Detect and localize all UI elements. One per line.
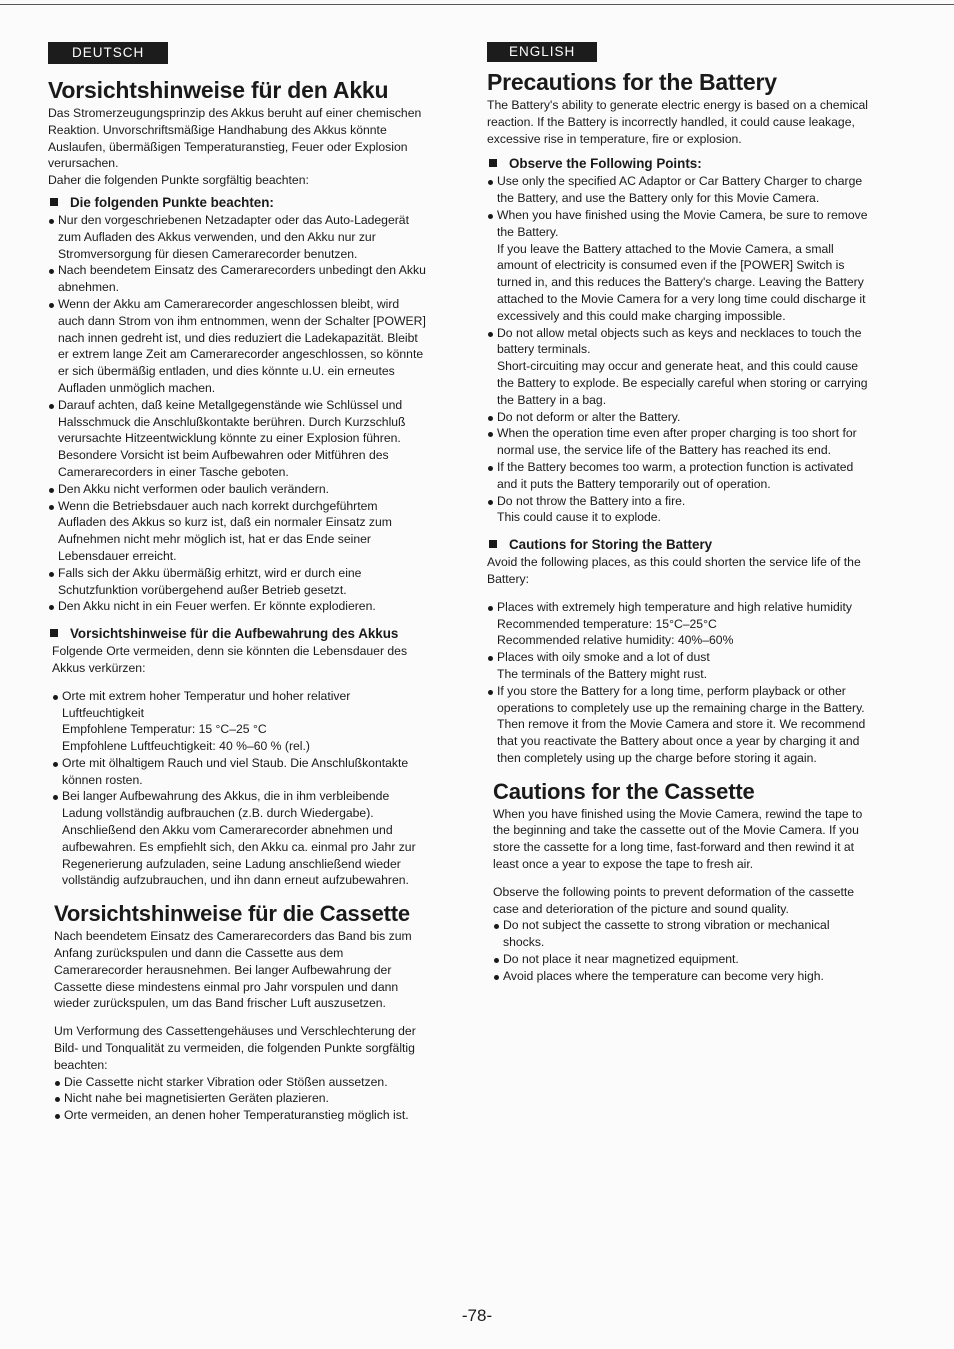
list-item: Do not deform or alter the Battery. [487,409,869,426]
list-item-detail: If you leave the Battery attached to the Movie Camera, a small amount of electricity is consumed even if the [POWER] Switch is turned in, and this reduces the Battery's charge. Leaving the Battery attached to the Movie Camera for a very long time could discharge it excessively and this could make charging impossible. [497,241,866,323]
list-item: Falls sich der Akku übermäßig erhitzt, wird er durch eine Schutzfunktion vorübergehend außer Betrieb gesetzt. [48,565,428,599]
recommended-temperature-de: Empfohlene Temperatur: 15 °C–25 °C [62,722,267,737]
list-item: Die Cassette nicht starker Vibration oder Stößen aussetzen. [54,1074,428,1091]
list-item: Nur den vorgeschriebenen Netzadapter oder das Auto-Ladegerät zum Aufladen des Akkus verwenden, und den Akku nur zur Stromversorgung für diesen Camerarecorder benutzen. [48,212,428,262]
language-tag-english: ENGLISH [487,42,597,62]
square-bullet-icon [50,629,58,637]
battery-intro-de: Das Stromerzeugungsprinzip des Akkus beruht auf einer chemischen Reaktion. Unvorschriftsmäßige Handhabung des Akkus könnte Auslaufen, übermäßigen Temperaturanstieg, Feuer oder Explosion verursachen. [48,106,422,171]
list-item: Places with extremely high temperature and high relative humidity [487,599,869,616]
list-item: When the operation time even after proper charging is too short for normal use, the service life of the Battery has reached its end. [487,425,869,459]
storage-intro-de: Folgende Orte vermeiden, denn sie könnten die Lebensdauer des Akkus verkürzen: [52,644,408,675]
storage-points-de [48,688,428,890]
list-item: Den Akku nicht in ein Feuer werfen. Er könnte explodieren. [48,598,428,615]
points-heading-de: Die folgenden Punkte beachten: [48,194,428,211]
points-heading-en: Observe the Following Points: [487,155,869,172]
cassette-p1-de: Nach beendetem Einsatz des Camerarecorders das Band bis zum Anfang zurückspulen und dann die Cassette aus dem Camerarecorder herausnehmen. Bei langer Aufbewahrung der Cassette diese mindestens einmal pro Jahr vorspulen und dann wieder zurückspulen, um das Band frischer Luft auszusetzen. [54,929,412,1011]
list-item: Nicht nahe bei magnetisierten Geräten plazieren. [54,1090,428,1107]
cassette-title-de: Vorsichtshinweise für die Cassette [54,901,410,927]
list-item: Avoid places where the temperature can become very high. [493,968,869,985]
list-item: Do not place it near magnetized equipment. [493,951,869,968]
list-item: If the Battery becomes too warm, a protection function is activated and it puts the Battery temporarily out of operation. [487,459,869,493]
cassette-points-de [48,1074,428,1124]
rust-note-en: The terminals of the Battery might rust. [497,666,707,681]
list-item-detail: Short-circuiting may occur and generate heat, and this could cause the Battery to explode. Be especially careful when storing or carrying the Battery in a bag. [497,359,868,407]
list-item: Orte vermeiden, an denen hoher Temperaturanstieg möglich ist. [54,1107,428,1124]
cassette-p2-en: Observe the following points to prevent deformation of the cassette case and deterioration of the picture and sound quality. [493,884,855,916]
battery-intro-en: The Battery's ability to generate electric energy is based on a chemical reaction. If the Battery is incorrectly handled, it could cause leakage, excessive rise in temperature, fire or explosion. [487,98,869,146]
storage-points-en [487,599,869,767]
battery-title-de: Vorsichtshinweise für den Akku [48,77,389,103]
list-item: Wenn die Betriebsdauer auch nach korrekt durchgeführtem Aufladen des Akkus so kurz ist, daß ein normaler Einsatz zum Aufnehmen nicht mehr möglich ist, hat er das Ende seiner Lebensdauer erreicht. [48,498,428,565]
square-bullet-icon [50,198,58,206]
battery-points-en [487,173,869,526]
list-item: Orte mit extrem hoher Temperatur und hoher relativer Luftfeuchtigkeit [52,688,428,722]
cassette-p2-de: Um Verformung des Cassettengehäuses und Verschlechterung der Bild- und Tonqualität zu vermeiden, die folgenden Punkte sorgfältig beachten: [54,1024,416,1072]
list-item: Den Akku nicht verformen oder baulich verändern. [48,481,428,498]
battery-points-de [48,212,428,615]
storage-intro-en: Avoid the following places, as this could shorten the service life of the Battery: [487,555,861,586]
cassette-title-en: Cautions for the Cassette [493,778,755,804]
storage-heading-de: Vorsichtshinweise für die Aufbewahrung des Akkus [48,625,428,642]
battery-title-en: Precautions for the Battery [487,69,777,95]
list-item: Darauf achten, daß keine Metallgegenstände wie Schlüssel und Halsschmuck die Anschlußkontakte berühren. Durch Kurzschluß verursachte Hitzeentwicklung könnte zu einer Explosion führen. Besondere Vorsicht ist beim Aufbewahren oder Mitführen des Camerarecorders in einer Tasche geboten. [48,397,428,481]
cassette-points-en [487,917,869,984]
battery-intro2-de: Daher die folgenden Punkte sorgfältig beachten: [48,173,309,188]
list-item: Use only the specified AC Adaptor or Car Battery Charger to charge the Battery, and use the Battery only for this Movie Camera. [487,173,869,207]
list-item-detail: Wenn der Akku am Camerarecorder angeschlossen bleibt, wird auch dann Strom von ihm entnommen, wenn der Schalter [POWER] nach innen gedreht ist, und dies reduziert die Ladekapazität. Bleibt er extrem lange Zeit am Camerarecorder angeschlossen, so könnte er sich übermäßig entladen, und dies könnte u.U. ein erneutes Aufladen unmöglich machen. [48,296,428,397]
deutsch-column [48,42,428,1124]
list-item: Nach beendetem Einsatz des Camerarecorders unbedingt den Akku abnehmen. [48,262,428,296]
recommended-humidity-de: Empfohlene Luftfeuchtigkeit: 40 %–60 % (rel.) [62,739,310,754]
recommended-humidity-en: Recommended relative humidity: 40%–60% [497,633,734,648]
list-item: Do not allow metal objects such as keys and necklaces to touch the battery terminals. [487,325,869,359]
page-number: -78- [461,1306,493,1325]
top-rule [0,4,954,5]
list-item: Places with oily smoke and a lot of dust [487,649,869,666]
storage-heading-en: Cautions for Storing the Battery [487,536,869,553]
language-tag-deutsch: DEUTSCH [48,42,168,64]
list-item: Orte mit ölhaltigem Rauch und viel Staub. Die Anschlußkontakte können rosten. [52,755,428,789]
square-bullet-icon [489,159,497,167]
cassette-p1-en: When you have finished using the Movie Camera, rewind the tape to the beginning and take the cassette out of the Movie Camera. If you store the cassette for a long time, fast-forward and then rewind it at least once a year to expose the tape to fresh air. [493,806,863,872]
english-column [487,42,869,985]
recommended-temperature-en: Recommended temperature: 15°C–25°C [497,616,717,631]
list-item-detail: This could cause it to explode. [497,510,661,525]
list-item: If you store the Battery for a long time, perform playback or other operations to completely use up the remaining charge in the Battery. Then remove it from the Movie Camera and store it. We recommend that you reactivate the Battery about once a year by charging it and then completely using up the charge before storing it again. [487,683,869,767]
list-item: When you have finished using the Movie Camera, be sure to remove the Battery. [487,207,869,241]
square-bullet-icon [489,540,497,548]
list-item: Do not subject the cassette to strong vibration or mechanical shocks. [493,917,869,951]
list-item: Do not throw the Battery into a fire. [487,493,869,510]
list-item: Bei langer Aufbewahrung des Akkus, die in ihm verbleibende Ladung vollständig aufbrauchen (z.B. durch Wiedergabe). Anschließend den Akku vom Camerarecorder abnehmen und aufbewahren. Es empfiehlt sich, den Akku ca. einmal pro Jahr zur Regenerierung aufzuladen, seine Ladung anschließend wieder vollständig aufzubrauchen, und ihn dann erneut aufzubewahren. [52,788,428,889]
